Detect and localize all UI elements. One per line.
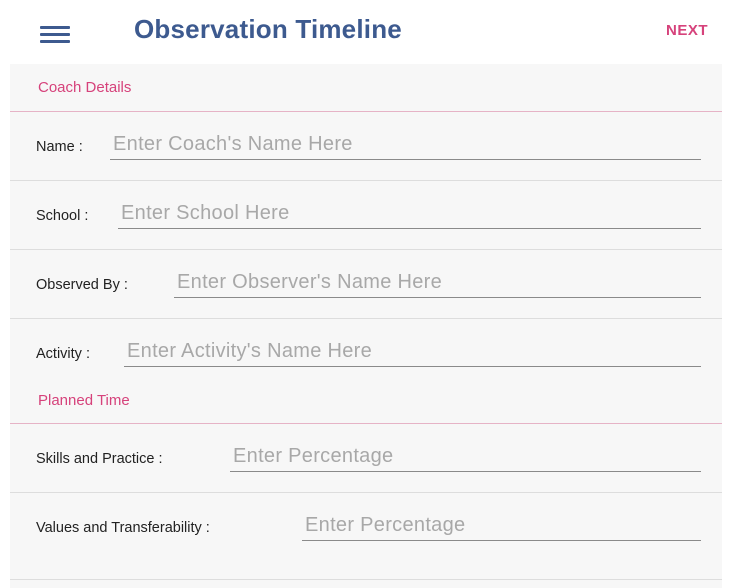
skills-practice-field-container [230, 442, 701, 472]
hamburger-menu-icon[interactable] [34, 22, 74, 48]
page-title: Observation Timeline [134, 14, 402, 44]
observed-by-field-container [174, 268, 701, 298]
observed-by-label: Observed By : [36, 277, 128, 293]
skills-practice-label: Skills and Practice : [36, 451, 163, 467]
activity-field-container [124, 337, 701, 367]
name-label: Name : [36, 139, 83, 155]
name-field-container [110, 130, 701, 160]
activity-label: Activity : [36, 346, 90, 362]
values-transferability-field-container [302, 511, 701, 541]
school-row [10, 181, 722, 250]
next-button[interactable]: NEXT [665, 22, 708, 39]
observer-name-input[interactable] [174, 268, 701, 296]
menu-bar-middle [40, 33, 70, 36]
skills-practice-row [10, 424, 722, 493]
skills-practice-input[interactable] [230, 442, 701, 470]
activity-row [10, 319, 722, 388]
app-header [0, 0, 730, 64]
school-field-container [118, 199, 701, 229]
values-transferability-row [10, 493, 722, 562]
values-transferability-input[interactable] [302, 511, 701, 539]
values-transferability-label: Values and Transferability : [36, 520, 210, 536]
form-content [10, 64, 722, 588]
planned-time-section-header: Planned Time [10, 388, 722, 424]
coach-details-section-header: Coach Details [10, 64, 722, 112]
name-row [10, 112, 722, 181]
school-label: School : [36, 208, 89, 224]
school-input[interactable] [118, 199, 701, 227]
coach-name-input[interactable] [110, 130, 701, 158]
menu-bar-bottom [40, 40, 70, 43]
activity-name-input[interactable] [124, 337, 701, 365]
menu-bar-top [40, 26, 70, 29]
observed-by-row [10, 250, 722, 319]
bottom-divider [10, 579, 722, 580]
